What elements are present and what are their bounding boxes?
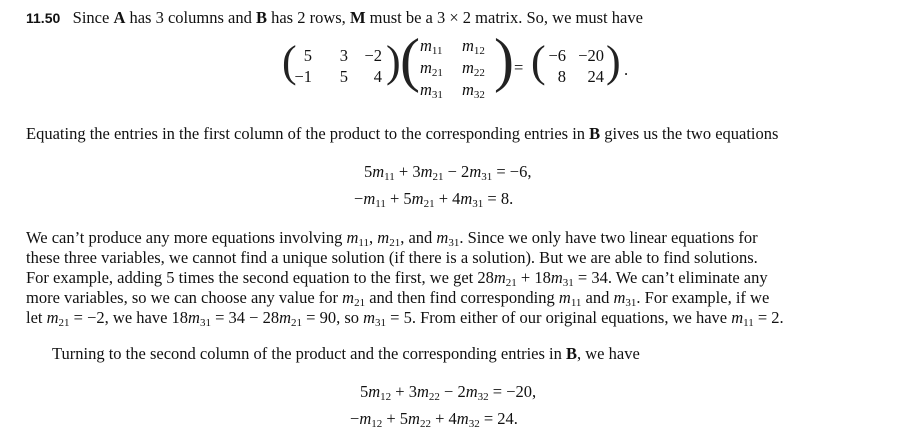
matrix-b-cell: 24 [587,67,604,86]
matrix-m-cell: $m_{11}$ [420,36,443,57]
paragraph-2-line-5: let $m_{21} = -2$, we have $18m_{31} = 34 - 28m_{21} = 90$, so $m_{31} = 5$. From either of our original equations, we have $m_{11} = 2$. [26,308,784,329]
matrix-a-cell: −2 [364,46,382,65]
matrix-m-cell: $m_{12}$ [462,36,485,57]
paragraph-1: Equating the entries in the first column of the product to the corresponding entries in B gives us the two equations [26,124,779,143]
paragraph-2-line-1: We can’t produce any more equations involving $m_{11}$, $m_{21}$, and $m_{31}$. Since we only have two linear equations for [26,228,758,249]
matrix-b-cell: 8 [557,67,566,86]
problem-number: 11.50 [26,10,61,26]
matrix-m-cell: $m_{21}$ [420,58,443,79]
matrix-b-cell: −20 [578,46,604,65]
matrix-m-left-paren: ( [400,27,420,93]
equation-3: $5m_{12} + 3m_{22} - 2m_{32} = -20$, [360,382,537,403]
paragraph-2-line-3: For example, adding 5 times the second equation to the first, we get $28m_{21} + 18m_{31} = 34$. We can’t eliminate any [26,268,768,289]
intro-line: 11.50 Since A has 3 columns and B has 2 rows, M must be a 3 × 2 matrix. So, we must have [26,8,643,27]
matrix-a-cell: 3 [339,46,348,65]
matrix-b-cell: −6 [548,46,566,65]
matrix-b-left-paren: ( [531,37,546,86]
matrix-a-cell: −1 [294,67,312,86]
matrix-m-cell: $m_{22}$ [462,58,485,79]
matrix-a-left-paren: ( [282,37,297,86]
matrix-m-cell: $m_{32}$ [462,80,485,101]
matrix-b-right-paren: ) [606,37,621,86]
matrix-m-cell: $m_{31}$ [420,80,443,101]
equation-1: $5m_{11} + 3m_{21} - 2m_{31} = -6$, [364,162,532,183]
period: . [624,60,629,79]
equation-2: $-m_{11} + 5m_{21} + 4m_{31} = 8$. [354,189,514,210]
equals-sign: = [514,58,524,77]
matrix-a-cell: 5 [339,67,348,86]
matrix-a-cell: 5 [303,46,312,65]
equation-4: $-m_{12} + 5m_{22} + 4m_{32} = 24$. [350,409,518,430]
matrix-m-right-paren: ) [494,27,514,93]
paragraph-2-line-4: more variables, so we can choose any value for $m_{21}$ and then find corresponding $m_{11}$ and $m_{31}$. For example, if we [26,288,770,309]
paragraph-3: Turning to the second column of the product and the corresponding entries in B, we have [52,344,640,363]
matrix-equation [0,0,916,120]
matrix-a-right-paren: ) [386,37,401,86]
paragraph-2-line-2: these three variables, we cannot find a unique solution (if there is a solution). But we are able to find solutions. [26,248,758,267]
matrix-a-cell: 4 [373,67,382,86]
